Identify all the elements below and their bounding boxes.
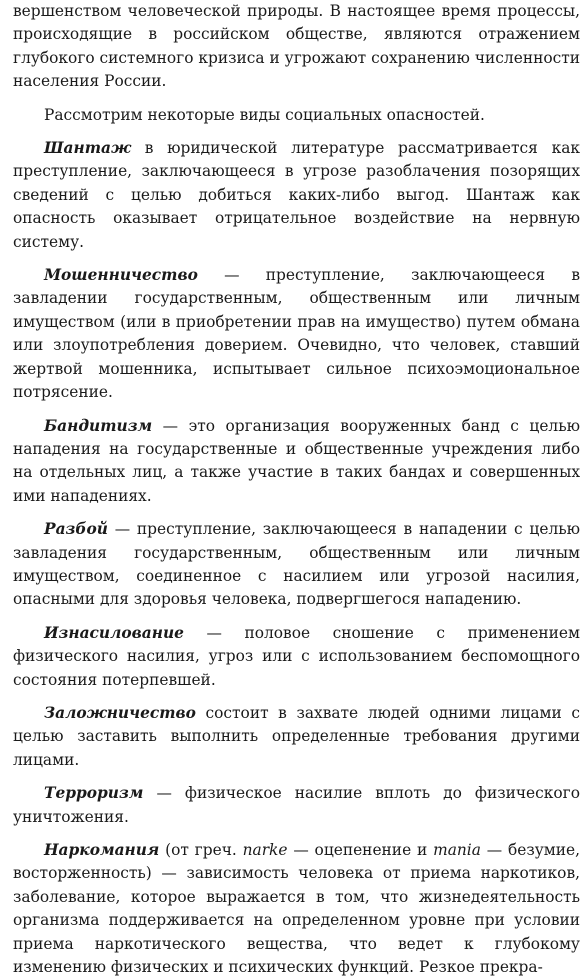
paragraph-text: — преступление, заключающееся в нападении с целью завладения государственным, общественным или личным имуществом, соединенное с насилием или угрозой насилия, опасными для здоровья человека, подвергшегося нападению. — [13, 520, 580, 609]
paragraph-narkomaniya — [13, 839, 580, 979]
paragraph-zalozhnichestvo — [13, 702, 580, 772]
paragraph-text: — оцепенение и — [287, 841, 434, 859]
paragraph-text: — безумие, восторженность) — зависимость человека от приема наркотиков, заболевание, которое выражается в том, что жизнедеятельность организма поддерживается на определенном уровне при условии приема наркотического вещества, что ведет к глубокому изменению физических и психических функций. Резкое прекра- — [13, 841, 580, 977]
term-heading: Бандитизм — [44, 416, 153, 435]
term-heading: Изнасилование — [44, 623, 184, 642]
paragraph-text: — преступление, заключающееся в завладении государственным, общественным или личным имуществом (или в приобретении прав на имущество) путем обмана или злоупотребления доверием. Очевидно, что человек, ставший жертвой мошенника, испытывает сильное психоэмоциональное потрясение. — [13, 266, 580, 402]
paragraph-banditizm — [13, 415, 580, 509]
paragraph-razboy — [13, 518, 580, 612]
paragraph-text: вершенством человеческой природы. В настоящее время процессы, происходящие в российском обществе, являются отражением глубокого системного кризиса и угрожают сохранению численности населения России. — [13, 2, 580, 91]
paragraph-shantazh — [13, 137, 580, 254]
paragraph-text: Рассмотрим некоторые виды социальных опасностей. — [44, 105, 485, 124]
italic-word: mania — [433, 841, 481, 859]
paragraph-text: — половое сношение с применением физического насилия, угроз или с использованием беспомощного состояния потерпевшей. — [13, 623, 580, 689]
paragraph-lead — [13, 104, 580, 127]
paragraph-text: в юридической литературе рассматривается как преступление, заключающееся в угрозе разоблачения позорящих сведений с целью добиться каких-либо выгод. Шантаж как опасность оказывает отрицательное воздействие на нервную систему. — [13, 139, 580, 251]
paragraph-iznasilovanie — [13, 622, 580, 692]
paragraph-text: — физическое насилие вплоть до физического уничтожения. — [13, 784, 580, 826]
term-heading: Наркомания — [44, 841, 160, 859]
term-heading: Мошенничество — [44, 266, 198, 285]
term-heading: Терроризм — [44, 784, 144, 803]
term-heading: Шантаж — [44, 139, 132, 158]
paragraph-moshennichestvo — [13, 264, 580, 404]
term-heading: Заложничество — [44, 703, 196, 722]
paragraph-text: — это организация вооруженных банд с целью нападения на государственные и общественные учреждения либо на отдельных лиц, а также участие в таких бандах и совершенных ими нападениях. — [13, 416, 580, 505]
term-heading: Разбой — [44, 520, 108, 539]
italic-word: narke — [242, 841, 288, 859]
paragraph-terrorizm — [13, 782, 580, 829]
paragraph-text: (от греч. — [159, 841, 243, 859]
paragraph-intro — [13, 0, 580, 94]
paragraph-text: состоит в захвате людей одними лицами с целью заставить выполнить определенные требования другими лицами. — [13, 703, 580, 769]
